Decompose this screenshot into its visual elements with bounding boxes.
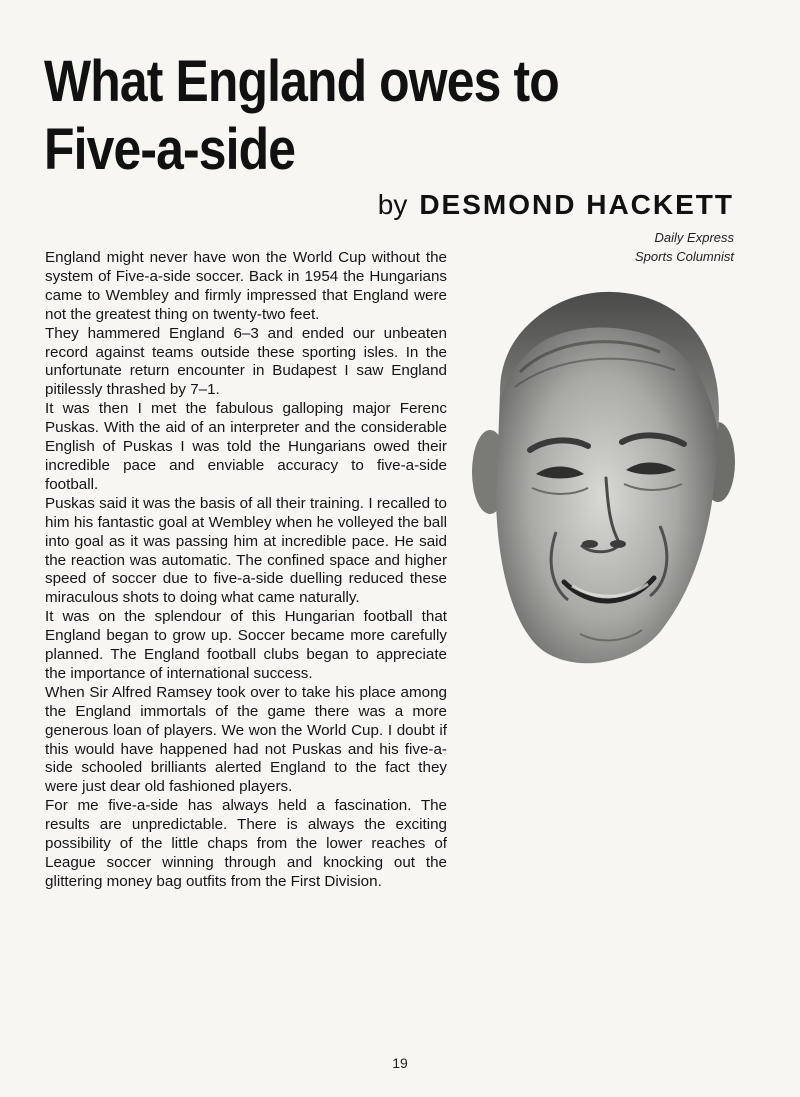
- paragraph: England might never have won the World Cup without the system of Five-a-side soccer. Back in 1954 the Hungarians came to Wembley and firmly impressed that England were not the greatest thing on twenty-two feet.: [45, 249, 447, 323]
- author-role-line-1: Daily Express: [654, 230, 734, 245]
- title-line-1: What England owes to: [44, 49, 559, 114]
- author-role: [635, 228, 734, 266]
- author-role-line-2: Sports Columnist: [635, 249, 734, 264]
- byline-prefix: by: [377, 189, 408, 220]
- paragraph: It was on the splendour of this Hungarian football that England began to grow up. Soccer became more carefully planned. The England football clubs began to appreciate the importance of international success.: [45, 608, 447, 682]
- byline: [378, 188, 734, 222]
- article-body: [45, 249, 447, 892]
- page-number: 19: [392, 1055, 408, 1071]
- title-line-2: Five-a-side: [44, 117, 296, 182]
- article-title: [44, 48, 594, 184]
- paragraph: They hammered England 6–3 and ended our unbeaten record against teams outside these sporting isles. In the unfortunate return encounter in Budapest I saw England pitilessly thrashed by 7–1.: [45, 324, 447, 399]
- paragraph: Puskas said it was the basis of all their training. I recalled to him his fantastic goal at Wembley when he volleyed the ball into goal as it was passing him at incredible pace. He said the reaction was automatic. The confined space and higher speed of soccer due to five-a-side duelling reduced these miraculous shots to doing what came naturally.: [45, 494, 447, 607]
- paragraph: For me five-a-side has always held a fascination. The results are unpredictable. There is always the exciting possibility of the little chaps from the lower reaches of League soccer winning through and knocking out the glittering money bag outfits from the First Division.: [45, 797, 447, 890]
- paragraph: It was then I met the fabulous galloping major Ferenc Puskas. With the aid of an interpreter and the considerable English of Puskas I was told the Hungarians owed their incredible pace and enviable accuracy to five-a-side football.: [45, 400, 447, 493]
- author-portrait: [460, 282, 740, 674]
- author-name: DESMOND HACKETT: [419, 189, 734, 220]
- paragraph: When Sir Alfred Ramsey took over to take his place among the England immortals of the game there was a more generous loan of players. We won the World Cup. I doubt if this would have happened had not Puskas and his five-a-side schooled brilliants alerted England to the fact they were just dear old fashioned players.: [45, 683, 447, 796]
